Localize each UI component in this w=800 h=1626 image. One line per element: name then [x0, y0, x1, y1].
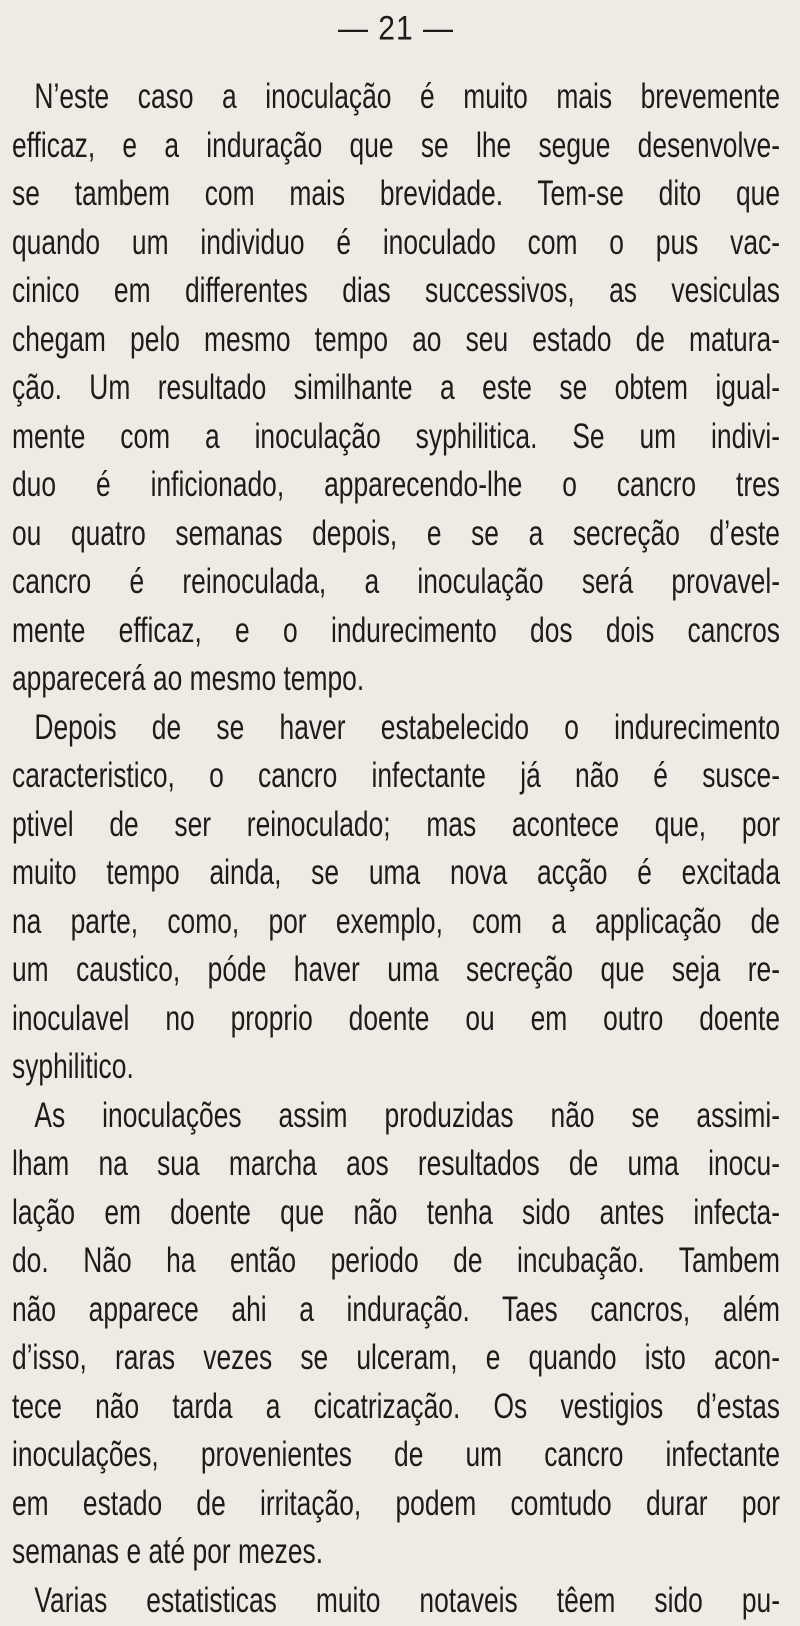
text-line: na parte, como, por exemplo, com a applicação de [12, 900, 780, 940]
text-line: ou quatro semanas depois, e se a secreção d’este [12, 512, 780, 552]
text-line: syphilitico. [12, 1045, 134, 1086]
text-line: caracteristico, o cancro infectante já não é susce- [12, 754, 780, 795]
text-line: muito tempo ainda, se uma nova acção é excitada [12, 851, 780, 892]
text-line: em estado de irritação, podem comtudo durar por [12, 1482, 780, 1522]
text-line: do. Não ha então periodo de incubação. Tambem [12, 1239, 780, 1280]
text-line: lham na sua marcha aos resultados de uma inocu- [12, 1142, 780, 1183]
text-line: se tambem com mais brevidade. Tem-se dito que [12, 172, 780, 213]
text-line: mente efficaz, e o indurecimento dos dois cancros [12, 609, 780, 649]
text-line: tece não tarda a cicatrização. Os vestigios d’estas [12, 1385, 780, 1425]
body-text [12, 72, 780, 1624]
text-line: cancro é reinoculada, a inoculação será provavel- [12, 560, 780, 601]
text-line: ptivel de ser reinoculado; mas acontece que, por [12, 803, 780, 843]
text-line: As inoculações assim produzidas não se assimi- [34, 1094, 780, 1134]
text-line: Varias estatisticas muito notaveis têem sido pu- [34, 1579, 780, 1619]
text-line: inoculavel no proprio doente ou em outro doente [12, 997, 780, 1037]
text-line: inoculações, provenientes de um cancro infectante [12, 1433, 780, 1474]
text-line: duo é inficionado, apparecendo-lhe o cancro tres [12, 463, 780, 504]
text-line: um caustico, póde haver uma secreção que seja re- [12, 948, 780, 989]
text-line: lação em doente que não tenha sido antes infecta- [12, 1191, 780, 1231]
text-line: ção. Um resultado similhante a este se obtem igual- [12, 366, 780, 407]
text-line: N’este caso a inoculação é muito mais brevemente [34, 75, 780, 116]
text-line: semanas e até por mezes. [12, 1530, 324, 1571]
text-line: mente com a inoculação syphilitica. Se um indivi- [12, 415, 780, 455]
text-line: d’isso, raras vezes se ulceram, e quando isto acon- [12, 1336, 780, 1377]
text-line: cinico em differentes dias successivos, as vesiculas [12, 269, 780, 310]
text-line: chegam pelo mesmo tempo ao seu estado de matura- [12, 318, 780, 358]
text-line: Depois de se haver estabelecido o indurecimento [34, 706, 780, 746]
text-line: efficaz, e a induração que se lhe segue desenvolve- [12, 124, 780, 164]
text-line: apparecerá ao mesmo tempo. [12, 657, 365, 698]
page-number: — 21 — [337, 9, 455, 48]
text-line: não apparece ahi a induração. Taes cancros, além [12, 1288, 780, 1328]
text-line: quando um individuo é inoculado com o pus vac- [12, 221, 780, 261]
